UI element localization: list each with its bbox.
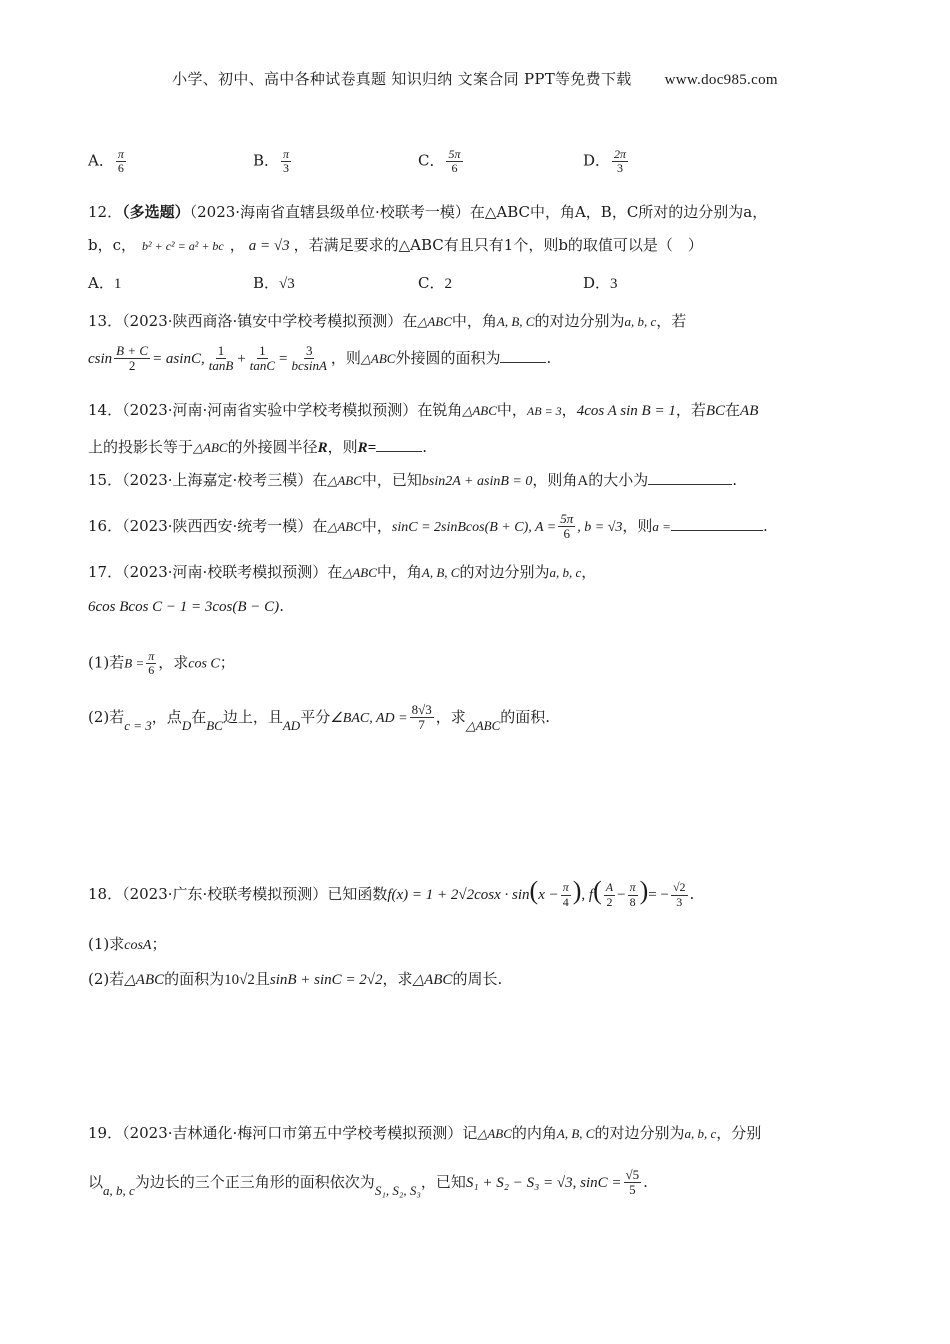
q19-line1: 19．（2023·吉林通化·梅河口市第五中学校考模拟预测）记△ABC的内角A, B, C的对边分别为a, b, c，分别: [88, 1124, 762, 1142]
q13-answer-blank[interactable]: [500, 362, 546, 363]
q13-line2: csin $\frac{B + C}{2}$ = asinC, $\frac{1}{\tan B}$ + $\frac{1}{\tan C}$ = $\frac{3}{bcsinA}$ ，则△ABC外接圆的面积为 .: [88, 343, 552, 374]
q12-tag: （多选题）: [122, 203, 190, 221]
q18-part1: (1)求cosA；: [88, 935, 167, 953]
q19-source: （2023·吉林通化·梅河口市第五中学校考模拟预测）: [122, 1124, 463, 1142]
q17-part1: (1)若B = $\frac{\pi}{6}$ ，求cos C；: [88, 649, 235, 678]
q16-source: （2023·陕西西安·统考一模）: [122, 516, 313, 535]
fraction: $\frac{B + C}{2}$: [116, 343, 149, 374]
q19-line2: 以a, b, c为边长的三个正三角形的面积依次为S₁, S₂, S₃，已知S₁ + S₂ − S₃ = √3, sinC = $\frac{√5}{5}$ .: [88, 1167, 648, 1198]
q11-option-b: B． $\frac{\pi}{3}$: [253, 147, 290, 176]
header-site: www.doc985.com: [664, 72, 778, 88]
q16-answer-blank[interactable]: [671, 530, 763, 531]
q13-line1: 13．（2023·陕西商洛·镇安中学校考模拟预测）在△ABC中，角A, B, C的对边分别为a, b, c，若: [88, 312, 687, 330]
q12-option-d: D．3: [583, 274, 618, 292]
q11-option-d: D． $\frac{2\pi}{3}$: [583, 147, 627, 176]
q16-line1: 16．（2023·陕西西安·统考一模）在△ABC中，sinC = 2sinBcos(B + C), A = $\frac{5\pi}{6}$ , b = √3，则a = .: [88, 511, 768, 542]
q11-option-a: A． $\frac{\pi}{6}$: [88, 147, 124, 176]
q12-source: （2023·海南省直辖县级单位·校联考一模）: [189, 203, 470, 221]
fraction: $\frac{5\pi}{6}$: [560, 511, 574, 542]
q12-option-c: C．2: [418, 274, 452, 292]
q14-line2: 上的投影长等于△ABC的外接圆半径R，则R= .: [88, 438, 427, 456]
q15-source: （2023·上海嘉定·校考三模）: [122, 471, 313, 489]
fraction: $\frac{√5}{5}$: [625, 1167, 640, 1198]
q18-part2: (2)若△ABC的面积为10√2且sinB + sinC = 2√2，求△ABC的周长.: [88, 970, 503, 988]
fraction: $\frac{5\pi}{6}$: [448, 147, 461, 176]
q12-line1: 12．（多选题）（2023·海南省直辖县级单位·校联考一模）在△ABC中，角A，B，C所对的边分别为a，: [88, 203, 768, 221]
fraction: $\frac{1}{\tan B}$: [208, 343, 234, 374]
q12-option-b: B．√3: [253, 274, 295, 292]
q12-line2: b，c， b² + c² = a² + bc ， a = √3 ，若满足要求的△ABC有且只有1个，则b的取值可以是（ ）: [88, 236, 703, 254]
q11-option-c: C． $\frac{5\pi}{6}$: [418, 147, 461, 176]
q14-line1: 14．（2023·河南·河南省实验中学校考模拟预测）在锐角△ABC中，AB = 3，4cos A sin B = 1，若BC在AB: [88, 401, 759, 419]
fraction: $\frac{\pi}{4}$: [562, 880, 569, 909]
fraction: $\frac{1}{\tan C}$: [249, 343, 276, 374]
fraction: $\frac{2\pi}{3}$: [614, 147, 627, 176]
q17-source: （2023·河南·校联考模拟预测）: [122, 563, 328, 581]
fraction: $\frac{A}{2}$: [605, 880, 614, 909]
q15-line1: 15．（2023·上海嘉定·校考三模）在△ABC中，已知bsin2A + asinB = 0，则角A的大小为 .: [88, 471, 737, 489]
fraction: $\frac{\pi}{3}$: [283, 147, 290, 176]
q17-part2: (2)若c = 3，点D在BC边上，且AD平分∠BAC, AD = $\frac{8√3}{7}$ ，求△ABC的面积.: [88, 702, 551, 733]
q14-source: （2023·河南·河南省实验中学校考模拟预测）: [122, 401, 418, 419]
q12-a-value: a = √3: [248, 238, 290, 254]
fraction: $\frac{\pi}{6}$: [148, 649, 155, 678]
header-title: 小学、初中、高中各种试卷真题 知识归纳 文案合同 PPT等免费下载: [172, 70, 632, 88]
q15-answer-blank[interactable]: [648, 484, 732, 485]
fraction: $\frac{3}{bcsinA}$: [291, 343, 327, 374]
q12-option-a: A．1: [88, 274, 122, 292]
fraction: $\frac{√2}{3}$: [672, 880, 686, 909]
q18-line1: 18．（2023·广东·校联考模拟预测）已知函数f(x) = 1 + 2√2cosx · sin(x − $\frac{\pi}{4}$ ), f( $\frac{A}{2}$ − $\frac{\pi}{8}$ )= − $\frac{√2}{3}$ .: [88, 876, 695, 909]
q14-answer-blank[interactable]: [376, 451, 422, 452]
q18-source: （2023·广东·校联考模拟预测）: [122, 885, 328, 903]
page-header: [0, 68, 950, 89]
q13-source: （2023·陕西商洛·镇安中学校考模拟预测）: [122, 312, 403, 330]
q17-line2: 6cos Bcos C − 1 = 3cos(B − C).: [88, 597, 284, 615]
fraction: $\frac{\pi}{8}$: [629, 880, 636, 909]
fraction: $\frac{\pi}{6}$: [117, 147, 124, 176]
q17-line1: 17．（2023·河南·校联考模拟预测）在△ABC中，角A, B, C的对边分别为a, b, c，: [88, 563, 597, 581]
q12-condition: b² + c² = a² + bc: [142, 239, 224, 253]
fraction: $\frac{8√3}{7}$: [411, 702, 432, 733]
